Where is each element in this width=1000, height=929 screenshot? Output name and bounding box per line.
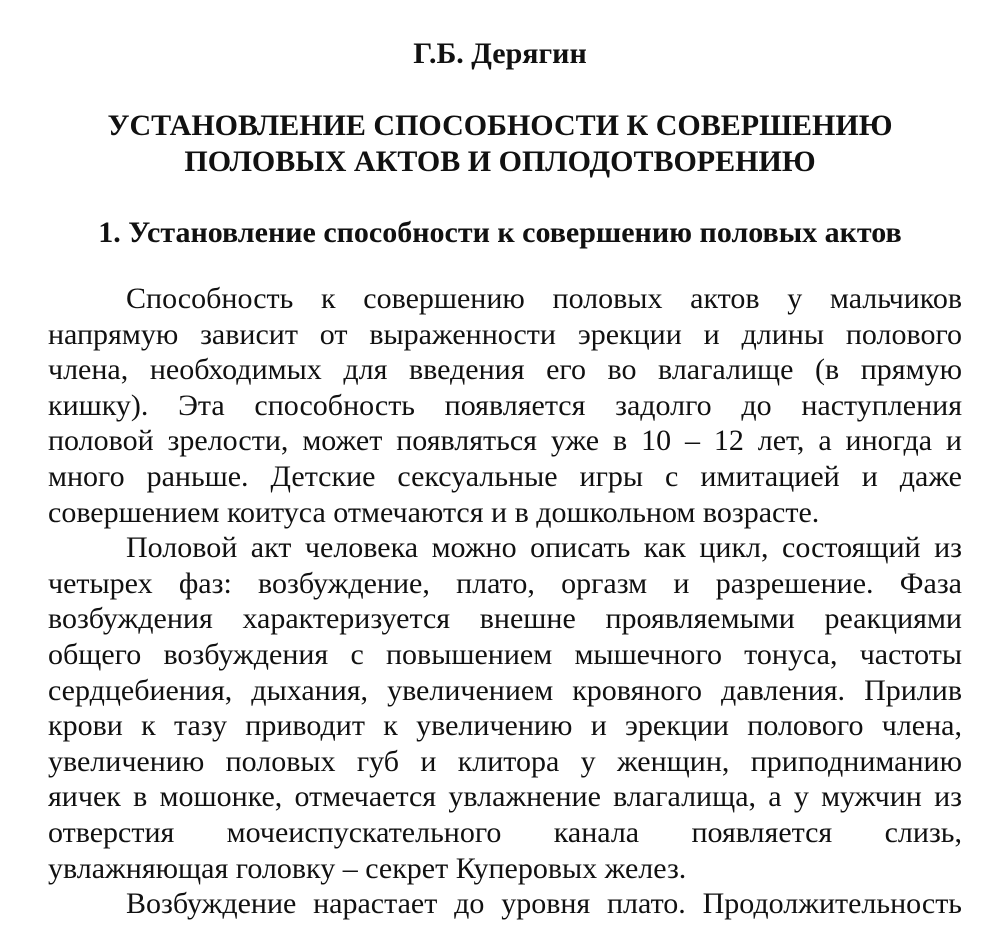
paragraph-line: увлажняющая головку – секрет Куперовых желез. (48, 851, 687, 885)
paragraph-line: сердцебиения, дыхания, увеличением кровяного давления. Прилив (48, 673, 962, 707)
paragraph-line: напрямую зависит от выраженности эрекции и длины полового (48, 317, 962, 351)
document-title (0, 108, 1000, 179)
paragraph-line: общего возбуждения с повышением мышечного тонуса, частоты (48, 637, 962, 671)
paragraph-line: кишку). Эта способность появляется задолго до наступления (48, 388, 962, 422)
paragraph-line: увеличению половых губ и клитора у женщин, приподниманию (48, 744, 962, 778)
paragraph-line: четырех фаз: возбуждение, плато, оргазм и разрешение. Фаза (48, 566, 962, 600)
author-name: Г.Б. Дерягин (413, 37, 587, 70)
paragraph-line: Возбуждение нарастает до уровня плато. Продолжительность (126, 887, 962, 921)
paragraph-line: крови к тазу приводит к увеличению и эрекции полового члена, (48, 709, 962, 743)
paragraph-line: Способность к совершению половых актов у мальчиков (126, 282, 962, 315)
paragraph-line: совершением коитуса отмечаются и в дошкольном возрасте. (48, 495, 820, 529)
body-text (48, 281, 962, 922)
paragraph-line: члена, необходимых для введения его во влагалище (в прямую (48, 353, 962, 387)
paragraph-line: возбуждения характеризуется внешне проявляемыми реакциями (48, 602, 962, 636)
title-line: УСТАНОВЛЕНИЕ СПОСОБНОСТИ К СОВЕРШЕНИЮ (107, 109, 893, 142)
section-heading: 1. Установление способности к совершению половых актов (98, 216, 902, 249)
paragraph-line: отверстия мочеиспускательного канала появляется слизь, (48, 815, 962, 849)
paragraph-line: яичек в мошонке, отмечается увлажнение влагалища, а у мужчин из (48, 780, 962, 814)
paragraph-line: Половой акт человека можно описать как цикл, состоящий из (126, 531, 962, 565)
title-line: ПОЛОВЫХ АКТОВ И ОПЛОДОТВОРЕНИЮ (184, 144, 816, 178)
paragraph-line: много раньше. Детские сексуальные игры с имитацией и даже (48, 459, 962, 493)
paragraph-line: половой зрелости, может появляться уже в 10 – 12 лет, а иногда и (48, 424, 962, 458)
